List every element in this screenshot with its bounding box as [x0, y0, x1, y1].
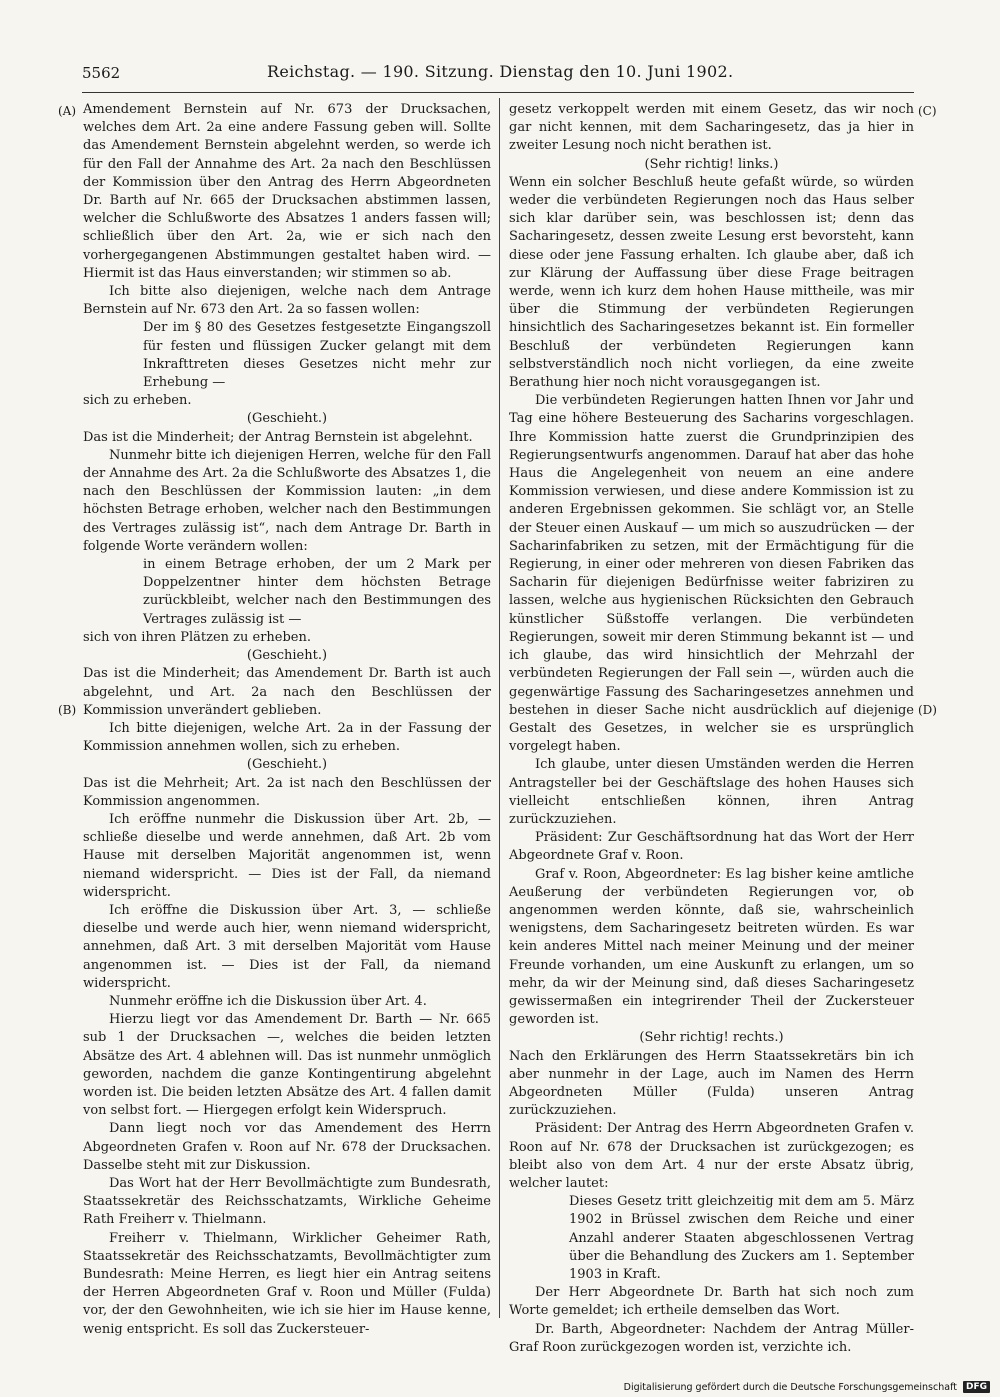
interjection: (Geschieht.)	[246, 757, 328, 773]
paragraph: Ich eröffne die Diskussion über Art. 3, — schließe dieselbe und werde auch hier, wenn niemand widerspricht, annehmen, daß Art. 3 mit derselben Majorität vom Hause angenommen ist. — Dies ist der Fall, da niemand widerspricht.	[83, 902, 491, 991]
paragraph: Wenn ein solcher Beschluß heute gefaßt würde, so würden weder die verbündeten Regierungen noch das Haus selber sich klar darüber sein, was beschlossen ist; denn das Sacharingesetz, dessen zweite Lesung erst bevorsteht, kann diese oder jene Fassung erhalten. Ich glaube aber, daß ich zur Klärung der Auffassung über diese Frage beitragen werde, wenn ich kurz dem hohen Hause mittheile, was mir über die Stimmung der verbündeten Regierungen hinsichtlich des Sacharingesetzes bekannt ist. Ein formeller Beschluß der verbündeten Regierungen kann selbstverständlich noch nicht vorliegen, da eine zweite Berathung hier noch nicht vorausgegangen ist.	[509, 174, 914, 391]
paragraph: Die verbündeten Regierungen hatten Ihnen vor Jahr und Tag eine höhere Besteuerung des Sacharins vorgeschlagen. Ihre Kommission hatte zuerst die Grundprinzipien des Regierungsentwurfs angenommen. Darauf hat aber das hohe Haus die Angelegenheit von neuem an eine andere Kommission verwiesen, und diese andere Kommission ist zu anderen Ergebnissen gekommen. Sie schlägt vor, an Stelle der Steuer einen Auskauf — um mich so auszudrücken — der Sacharinfabriken zu setzen, mit der Ermächtigung für die Regierung, in einer oder mehreren von diesen Fabriken das Sacharin für diejenigen Bedürfnisse weiter fabriziren zu lassen, welche aus hygienischen Rücksichten den Gebrauch künstlicher Süßstoffe verlangen. Die verbündeten Regierungen, soweit mir deren Stimmung bekannt ist — und ich glaube, das wird hinsichtlich der Mehrzahl der verbündeten Regierungen der Fall sein —, würden auch die gegenwärtige Fassung des Sacharingesetzes annehmen und bestehen in dieser Sache nicht ausdrücklich auf diejenige Gestalt des Gesetzes, in welcher sie es ursprünglich vorgelegt haben.	[509, 393, 914, 755]
paragraph: Nunmehr bitte ich diejenigen Herren, welche für den Fall der Annahme des Art. 2a die Schlußworte des Absatzes 1, die nach den Beschlüssen der Kommission lauten: „in dem höchsten Betrage erhoben, welcher nach den Bestimmungen des Vertrages zulässig ist“, nach dem Antrage Dr. Barth in folgende Worte verändern wollen:	[83, 447, 491, 554]
margin-marker-d: (D)	[918, 703, 937, 717]
page-header	[82, 62, 914, 88]
interjection: (Sehr richtig! rechts.)	[639, 1030, 784, 1046]
paragraph: Das ist die Minderheit; der Antrag Bernstein ist abgelehnt.	[83, 429, 473, 445]
paragraph: Freiherr v. Thielmann, Wirklicher Geheimer Rath, Staatssekretär des Reichsschatzamts, Bevollmächtigter zum Bundesrath: Meine Herren, es liegt hier ein Antrag seitens der Herren Abgeordneten Graf v. Roon und Müller (Fulda) vor, der den Gewohnheiten, wie ich sie hier im Hause kenne, wenig entspricht. Es soll das Zuckersteuer-	[83, 1230, 491, 1337]
paragraph: Graf v. Roon, Abgeordneter: Es lag bisher keine amtliche Aeußerung der verbündeten Regierungen vor, ob angenommen werden könnte, daß sie, wahrscheinlich wenigstens, dem Sacharingesetz beitreten würden. Es war kein anderes Mittel nach meiner Meinung und der meiner Freunde vorhanden, um eine Auskunft zu erlangen, um so mehr, da wir der Meinung sind, daß dieses Sacharingesetz gewissermaßen ein integrirender Theil der Zuckersteuer geworden ist.	[509, 866, 914, 1028]
paragraph: in einem Betrage erhoben, der um 2 Mark per Doppelzentner hinter dem höchsten Betrage zurückbleibt, welcher nach den Bestimmungen des Vertrages zulässig ist —	[143, 557, 491, 627]
paragraph: Dieses Gesetz tritt gleichzeitig mit dem am 5. März 1902 in Brüssel zwischen dem Reiche und einer Anzahl anderer Staaten abgeschlossenen Vertrag über die Behandlung des Zuckers am 1. September 1903 in Kraft.	[569, 1194, 914, 1282]
footer-credit: Digitalisierung gefördert durch die Deutsche Forschungsgemeinschaft	[623, 1381, 957, 1393]
paragraph: sich zu erheben.	[83, 393, 192, 409]
header-rule	[82, 92, 914, 93]
interjection: (Geschieht.)	[246, 411, 328, 427]
paragraph: Das ist die Minderheit; das Amendement Dr. Barth ist auch abgelehnt, und Art. 2a nach den Beschlüssen der Kommission unverändert geblieben.	[83, 666, 491, 718]
margin-marker-c: (C)	[918, 104, 937, 118]
page-title: Reichstag. — 190. Sitzung. Dienstag den 10. Juni 1902.	[267, 62, 734, 81]
paragraph: Amendement Bernstein auf Nr. 673 der Drucksachen, welches dem Art. 2a eine andere Fassung geben will. Sollte das Amendement Bernstein abgelehnt werden, so werde ich für den Fall der Annahme des Art. 2a nach den Beschlüssen der Kommission über den Antrag des Herrn Abgeordneten Dr. Barth auf Nr. 665 der Drucksachen abstimmen lassen, welcher die Schlußworte des Absatzes 1 anders fassen will; schließlich über den Art. 2a, wie er sich nach den vorhergegangenen Abstimmungen gestaltet haben wird. — Hiermit ist das Haus einverstanden; wir stimmen so ab.	[83, 102, 491, 281]
column-divider	[499, 98, 500, 1318]
paragraph: Dann liegt noch vor das Amendement des Herrn Abgeordneten Grafen v. Roon auf Nr. 678 der Drucksachen. Dasselbe steht mit zur Diskussion.	[83, 1121, 491, 1173]
paragraph: Der im § 80 des Gesetzes festgesetzte Eingangszoll für festen und flüssigen Zucker gelangt mit dem Inkrafttreten dieses Gesetzes nicht mehr zur Erhebung —	[143, 320, 491, 391]
right-column	[509, 101, 914, 1357]
margin-marker-a: (A)	[58, 104, 77, 118]
interjection: (Geschieht.)	[246, 648, 328, 664]
paragraph: Ich bitte diejenigen, welche Art. 2a in der Fassung der Kommission annehmen wollen, sich zu erheben.	[83, 720, 491, 755]
interjection: (Sehr richtig! links.)	[644, 156, 779, 172]
left-column	[83, 101, 491, 1339]
page-number: 5562	[82, 64, 121, 82]
margin-marker-b: (B)	[58, 703, 77, 717]
paragraph: Das Wort hat der Herr Bevollmächtigte zum Bundesrath, Staatssekretär des Reichsschatzamts, Wirkliche Geheime Rath Freiherr v. Thielmann.	[83, 1175, 491, 1228]
paragraph: Nunmehr eröffne ich die Diskussion über Art. 4.	[109, 993, 427, 1009]
paragraph: gesetz verkoppelt werden mit einem Gesetz, das wir noch gar nicht kennen, mit dem Sacharingesetz, das ja hier in zweiter Lesung noch nicht berathen ist.	[509, 102, 914, 154]
paragraph: Präsident: Zur Geschäftsordnung hat das Wort der Herr Abgeordnete Graf v. Roon.	[509, 830, 914, 864]
paragraph: Ich bitte also diejenigen, welche nach dem Antrage Bernstein auf Nr. 673 den Art. 2a so fassen wollen:	[83, 284, 491, 318]
paragraph: Das ist die Mehrheit; Art. 2a ist nach den Beschlüssen der Kommission angenommen.	[83, 775, 491, 809]
footer	[624, 1381, 990, 1393]
paragraph: Der Herr Abgeordnete Dr. Barth hat sich noch zum Worte gemeldet; ich ertheile demselben das Wort.	[509, 1285, 914, 1319]
paragraph: Dr. Barth, Abgeordneter: Nachdem der Antrag Müller-Graf Roon zurückgezogen worden ist, verzichte ich.	[509, 1321, 914, 1355]
dfg-logo: DFG	[963, 1381, 990, 1393]
paragraph: Ich eröffne nunmehr die Diskussion über Art. 2b, — schließe dieselbe und werde annehmen, daß Art. 2b vom Hause mit derselben Majorität angenommen ist, wenn niemand widerspricht. — Dies ist der Fall, da niemand widerspricht.	[83, 811, 491, 900]
paragraph: Ich glaube, unter diesen Umständen werden die Herren Antragsteller bei der Geschäftslage des hohen Hauses sich vielleicht entschließen können, ihren Antrag zurückzuziehen.	[509, 757, 914, 827]
paragraph: Hierzu liegt vor das Amendement Dr. Barth — Nr. 665 sub 1 der Drucksachen —, welches die beiden letzten Absätze des Art. 4 ablehnen will. Das ist nunmehr unmöglich geworden, nachdem die ganze Kontingentirung abgelehnt worden ist. Die beiden letzten Absätze des Art. 4 fallen damit von selbst fort. — Hiergegen erfolgt kein Widerspruch.	[83, 1012, 491, 1119]
paragraph: Präsident: Der Antrag des Herrn Abgeordneten Grafen v. Roon auf Nr. 678 der Drucksachen ist zurückgezogen; es bleibt also von dem Art. 4 nur der erste Absatz übrig, welcher lautet:	[509, 1121, 914, 1191]
paragraph: Nach den Erklärungen des Herrn Staatssekretärs bin ich aber nunmehr in der Lage, auch im Namen des Herrn Abgeordneten Müller (Fulda) unseren Antrag zurückzuziehen.	[509, 1048, 914, 1119]
paragraph: sich von ihren Plätzen zu erheben.	[83, 629, 312, 645]
